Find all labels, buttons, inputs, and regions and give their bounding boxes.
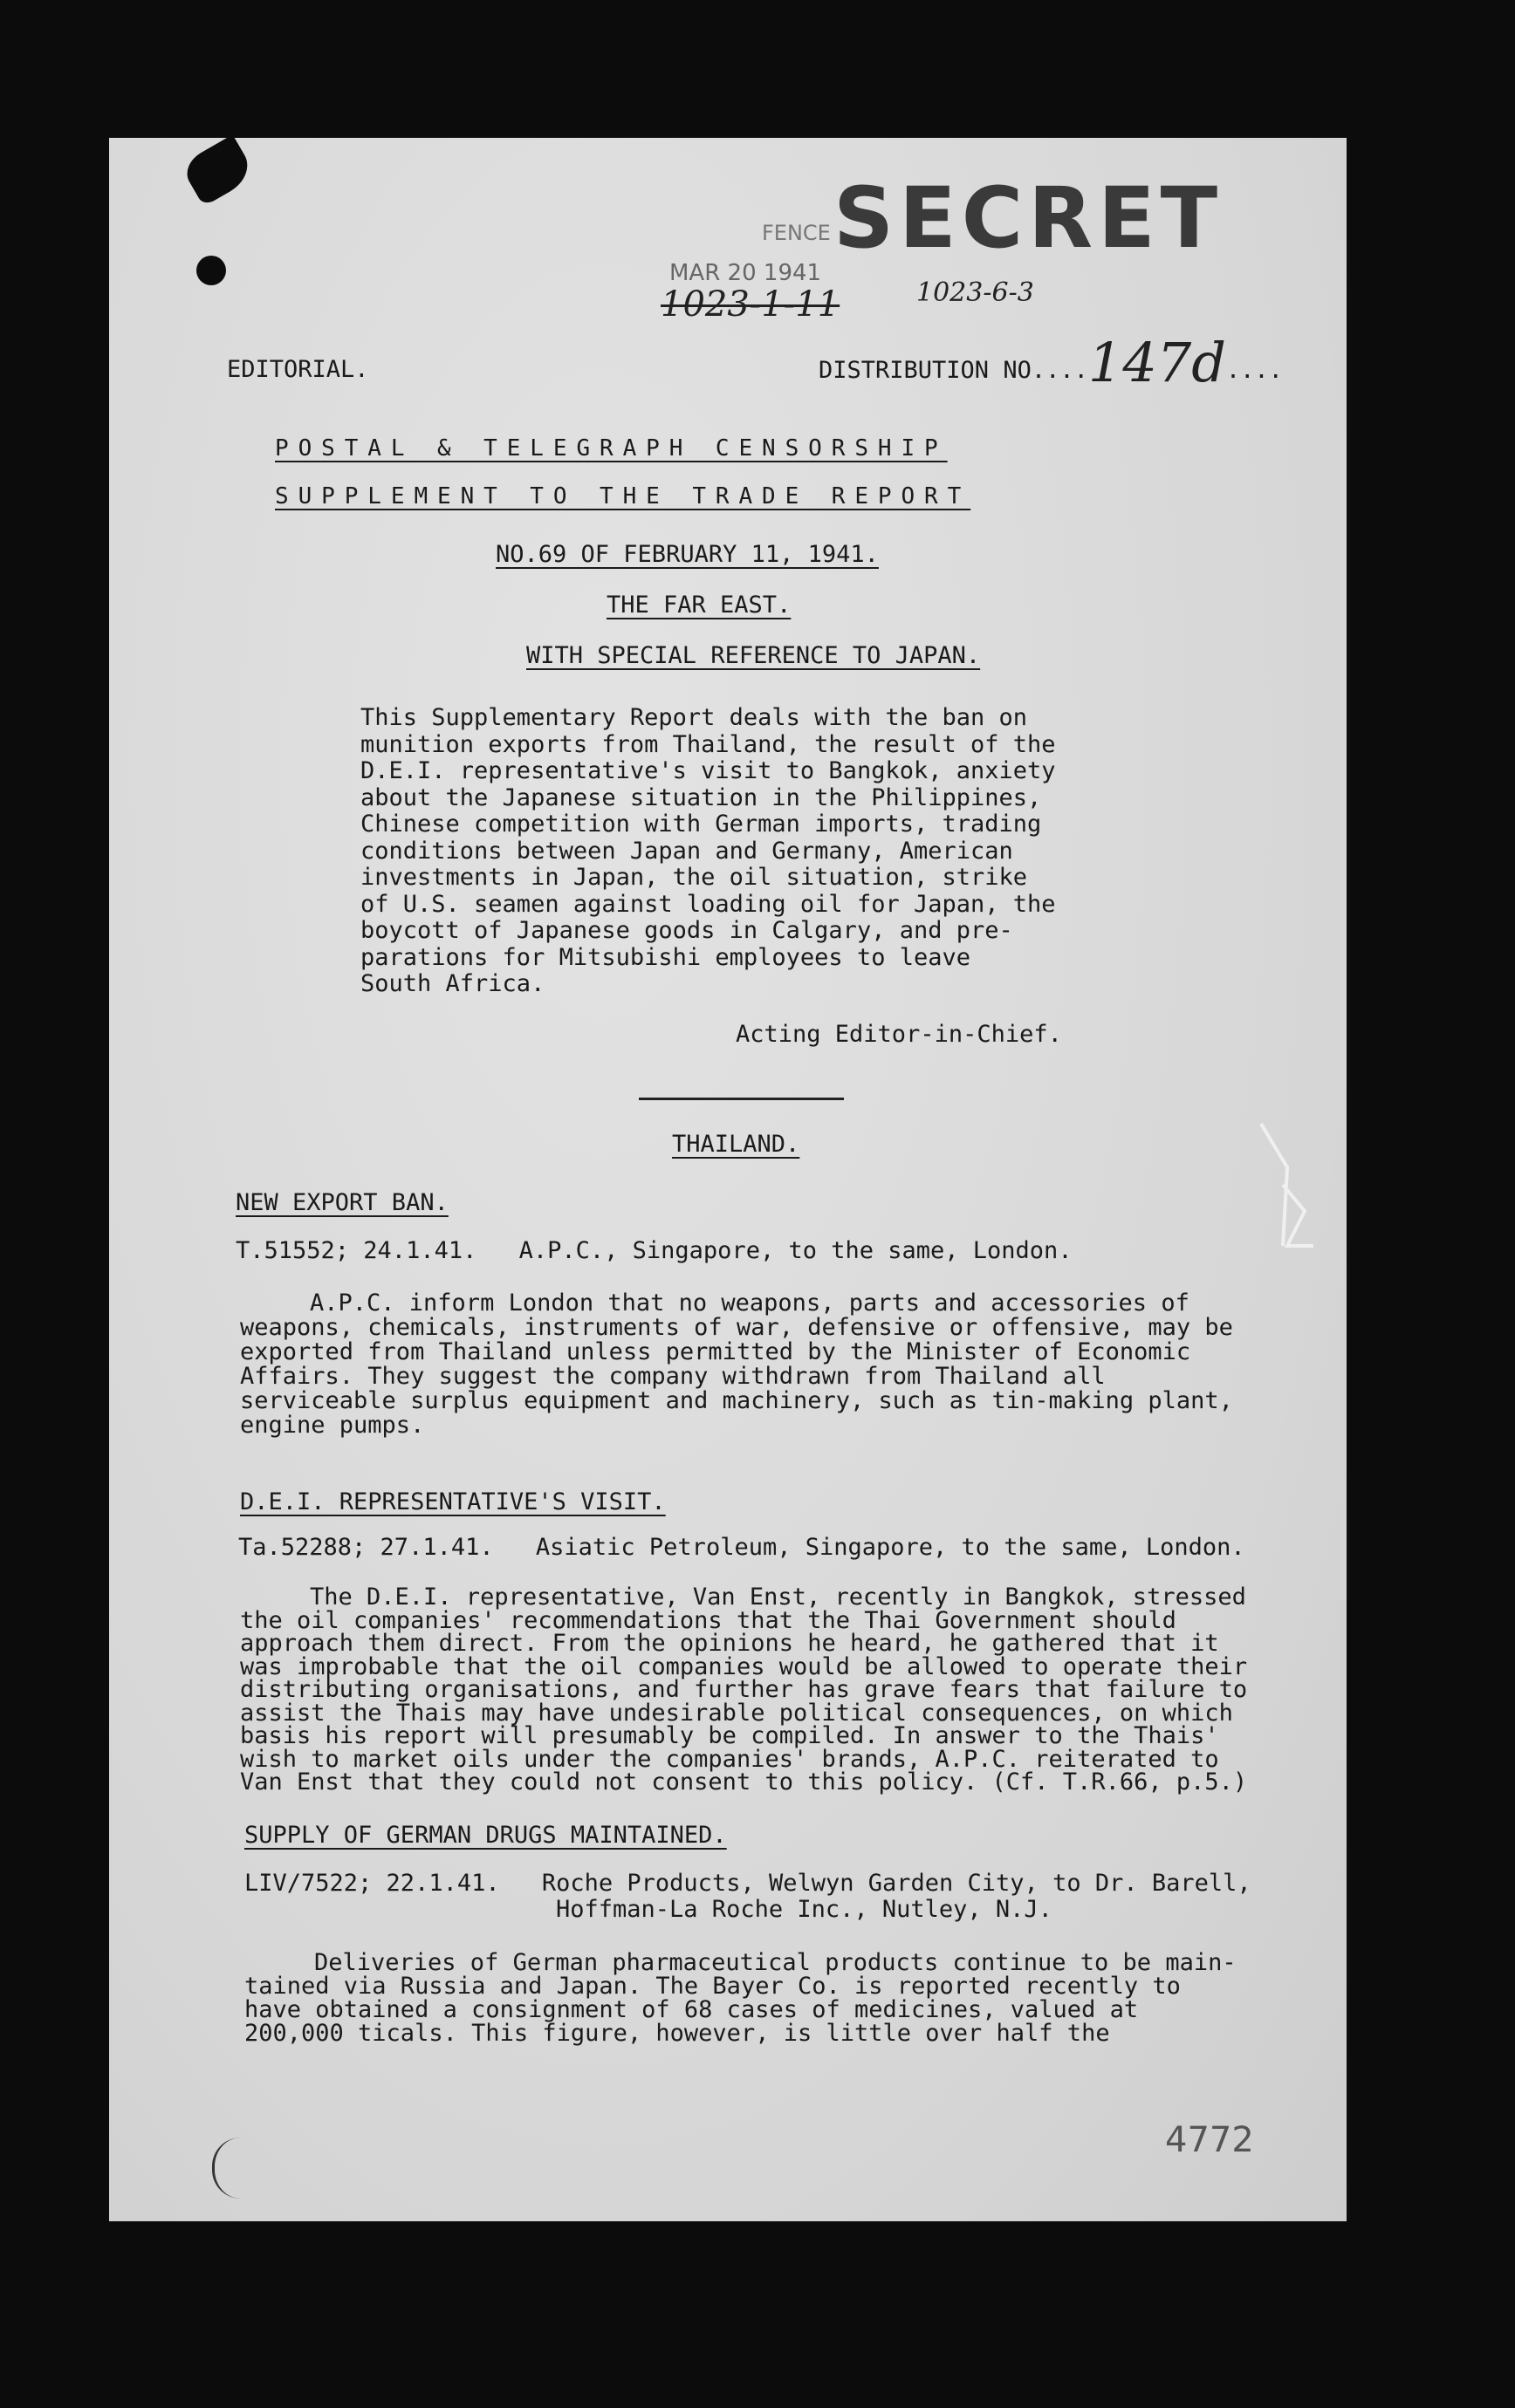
text-line: tained via Russia and Japan. The Bayer Co. is reported recently to — [244, 1973, 1181, 2000]
entry-ref-german-drugs — [244, 1870, 1251, 1898]
text-line: conditions between Japan and Germany, American — [360, 837, 1013, 865]
secret-stamp: SECRET — [833, 169, 1224, 267]
text-line: Chinese competition with German imports, trading — [360, 811, 1042, 838]
entry-heading-dei-visit: D.E.I. REPRESENTATIVE'S VISIT. — [240, 1488, 666, 1515]
entry-ref: Ta.52288; 27.1.41. — [238, 1534, 494, 1561]
text-line: weapons, chemicals, instruments of war, defensive or offensive, may be — [240, 1314, 1233, 1341]
text-line: serviceable surplus equipment and machinery, such as tin-making plant, — [240, 1387, 1233, 1414]
entry-body-german-drugs — [244, 1951, 1237, 2045]
pencil-mark — [212, 2138, 241, 2199]
text-line: have obtained a consignment of 68 cases of medicines, valued at — [244, 1996, 1139, 2023]
title-postal-telegraph: POSTAL & TELEGRAPH CENSORSHIP — [275, 435, 948, 462]
entry-route-continued: Hoffman-La Roche Inc., Nutley, N.J. — [556, 1896, 1052, 1923]
title-supplement: SUPPLEMENT TO THE TRADE REPORT — [275, 483, 971, 510]
file-number-crossed: 1023-1-11 — [661, 284, 840, 325]
text-line: approach them direct. From the opinions he heard, he gathered that it — [240, 1630, 1219, 1657]
editorial-label: EDITORIAL. — [227, 356, 369, 383]
text-line: Affairs. They suggest the company withdrawn from Thailand all — [240, 1363, 1106, 1390]
document-page — [109, 138, 1347, 2221]
text-line: The D.E.I. representative, Van Enst, recently in Bangkok, stressed — [310, 1584, 1246, 1611]
entry-route: A.P.C., Singapore, to the same, London. — [518, 1237, 1073, 1264]
entry-heading-export-ban: NEW EXPORT BAN. — [236, 1189, 449, 1216]
text-line: engine pumps. — [240, 1412, 425, 1439]
text-line: 200,000 ticals. This figure, however, is little over half the — [244, 2020, 1110, 2047]
text-line: about the Japanese situation in the Philippines, — [360, 783, 1042, 811]
section-thailand: THAILAND. — [672, 1131, 800, 1158]
title-far-east: THE FAR EAST. — [607, 592, 792, 619]
text-line: wish to market oils under the companies' brands, A.P.C. reiterated to — [240, 1745, 1219, 1773]
page-number: 4772 — [1165, 2120, 1254, 2160]
entry-ref: LIV/7522; 22.1.41. — [244, 1870, 500, 1897]
text-line: parations for Mitsubishi employees to leave — [360, 943, 970, 971]
text-line: assist the Thais may have undesirable political consequences, on which — [240, 1699, 1233, 1727]
margin-pencil-mark — [1252, 1115, 1322, 1272]
entry-heading-german-drugs: SUPPLY OF GERMAN DRUGS MAINTAINED. — [244, 1822, 727, 1849]
title-report-number: NO.69 OF FEBRUARY 11, 1941. — [496, 541, 879, 568]
text-line: D.E.I. representative's visit to Bangkok, anxiety — [360, 757, 1056, 784]
text-line: investments in Japan, the oil situation, strike — [360, 864, 1028, 891]
file-number-new: 1023-6-3 — [916, 277, 1034, 308]
ink-blot-round — [196, 256, 226, 285]
text-line: of U.S. seamen against loading oil for Japan, the — [360, 890, 1056, 918]
distribution-dots-post: .... — [1225, 357, 1283, 384]
distribution-dots-pre: ... — [1045, 357, 1088, 384]
text-line: was improbable that the oil companies would be allowed to operate their — [240, 1652, 1248, 1680]
distribution-number: 147d — [1087, 331, 1226, 394]
entry-ref-dei-visit — [238, 1534, 1245, 1562]
entry-route: Roche Products, Welwyn Garden City, to Dr. Barell, — [541, 1870, 1251, 1897]
entry-body-dei-visit — [240, 1586, 1247, 1795]
text-line: distributing organisations, and further has grave fears that failure to — [240, 1676, 1248, 1703]
entry-ref-export-ban — [236, 1237, 1073, 1265]
distribution-line — [819, 331, 1283, 394]
text-line: basis his report will presumably be compiled. In answer to the Thais' — [240, 1722, 1219, 1749]
summary-paragraph — [360, 705, 1056, 998]
text-line: boycott of Japanese goods in Calgary, and pre- — [360, 917, 1013, 944]
signature-acting-editor: Acting Editor-in-Chief. — [736, 1021, 1062, 1048]
received-stamp-date: MAR 20 1941 — [669, 260, 822, 286]
entry-route: Asiatic Petroleum, Singapore, to the same, London. — [535, 1534, 1245, 1561]
title-special-reference: WITH SPECIAL REFERENCE TO JAPAN. — [526, 642, 981, 669]
text-line: munition exports from Thailand, the result of the — [360, 730, 1056, 758]
text-line: A.P.C. inform London that no weapons, parts and accessories of — [310, 1290, 1189, 1317]
entry-ref: T.51552; 24.1.41. — [236, 1237, 477, 1264]
text-line: This Supplementary Report deals with the ban on — [360, 704, 1028, 731]
text-line: Deliveries of German pharmaceutical products continue to be main- — [314, 1949, 1237, 1976]
received-stamp-word: FENCE — [762, 221, 831, 245]
text-line: exported from Thailand unless permitted by the Minister of Economic — [240, 1338, 1191, 1365]
section-divider — [639, 1098, 844, 1100]
entry-body-export-ban — [240, 1291, 1233, 1438]
text-line: Van Enst that they could not consent to this policy. (Cf. T.R.66, p.5.) — [240, 1768, 1248, 1796]
ink-blot-top — [180, 138, 257, 207]
distribution-label: DISTRIBUTION NO. — [819, 357, 1046, 384]
text-line: the oil companies' recommendations that the Thai Government should — [240, 1606, 1176, 1634]
text-line: South Africa. — [360, 970, 545, 997]
